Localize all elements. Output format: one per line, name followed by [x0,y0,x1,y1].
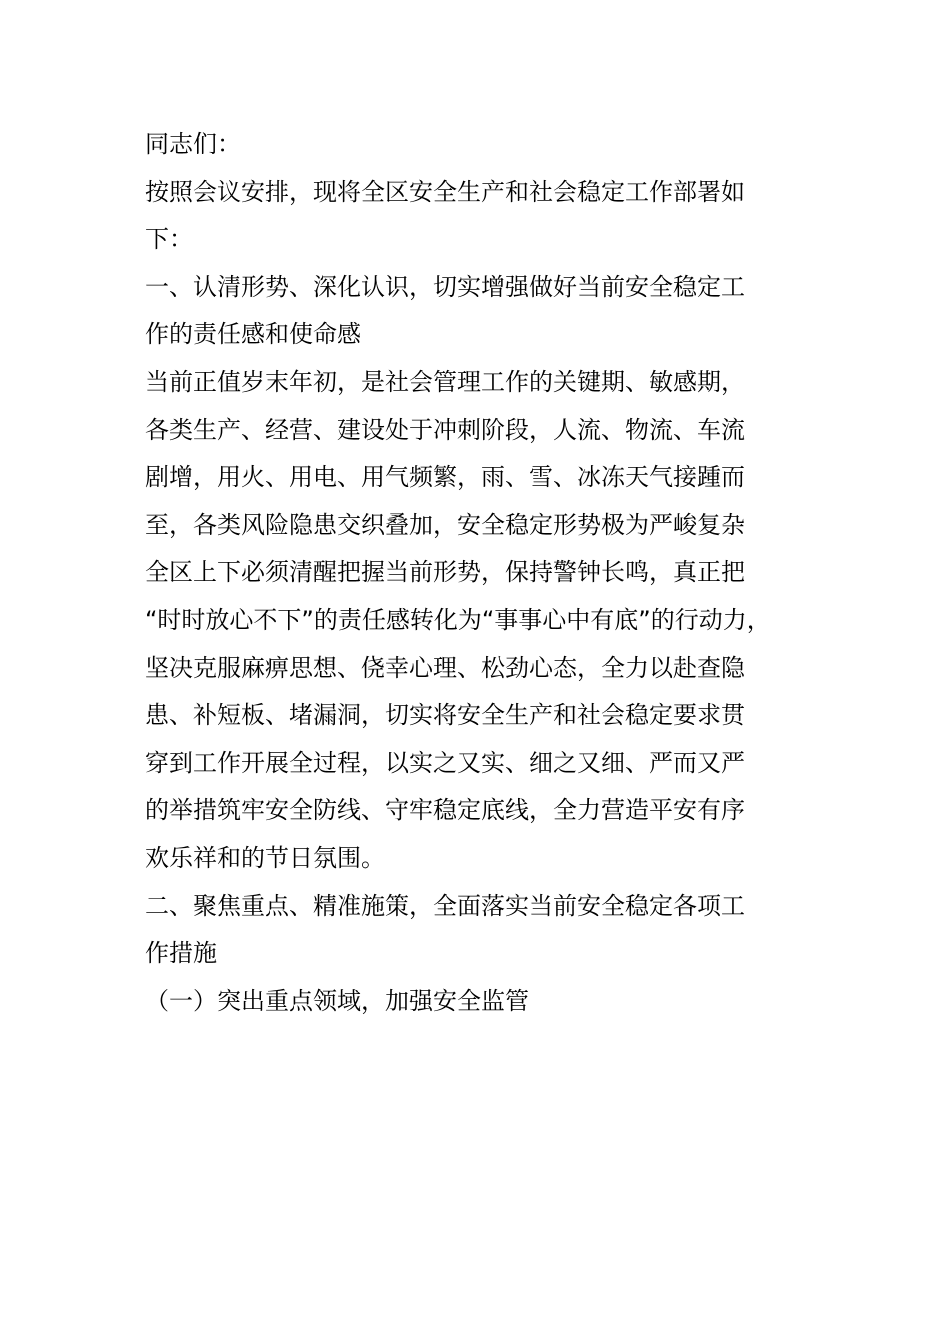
subsection-1-heading: （一）突出重点领域，加强安全监管 [145,986,529,1015]
paragraph-line-6: “时时放心不下”的责任感转化为“事事心中有底”的行动力， [145,605,771,634]
intro-line-2: 下： [145,225,193,254]
section-2-heading-line-2: 作措施 [145,939,217,968]
section-2-heading-line-1: 二、聚焦重点、精准施策，全面落实当前安全稳定各项工 [145,891,745,920]
salutation: 同志们： [145,130,241,158]
intro-line-1: 按照会议安排，现将全区安全生产和社会稳定工作部署如 [145,177,745,206]
paragraph-line-5: 全区上下必须清醒把握当前形势，保持警钟长鸣，真正把 [145,558,745,587]
paragraph-line-7: 坚决克服麻痹思想、侥幸心理、松劲心态，全力以赴查隐 [145,653,745,682]
document-body [145,121,845,1025]
paragraph-line-1: 当前正值岁末年初，是社会管理工作的关键期、敏感期， [145,367,745,396]
paragraph-line-2: 各类生产、经营、建设处于冲刺阶段，人流、物流、车流 [145,415,745,444]
paragraph-line-8: 患、补短板、堵漏洞，切实将安全生产和社会稳定要求贯 [145,701,745,730]
paragraph-line-9: 穿到工作开展全过程，以实之又实、细之又细、严而又严 [145,748,745,777]
section-1-heading-line-2: 作的责任感和使命感 [145,320,361,349]
paragraph-line-3: 剧增，用火、用电、用气频繁，雨、雪、冰冻天气接踵而 [145,463,745,492]
section-1-heading-line-1: 一、认清形势、深化认识，切实增强做好当前安全稳定工 [145,272,745,301]
paragraph-line-4: 至，各类风险隐患交织叠加，安全稳定形势极为严峻复杂 [145,510,745,539]
paragraph-line-11: 欢乐祥和的节日氛围。 [145,843,385,872]
paragraph-line-10: 的举措筑牢安全防线、守牢稳定底线，全力营造平安有序 [145,796,745,825]
